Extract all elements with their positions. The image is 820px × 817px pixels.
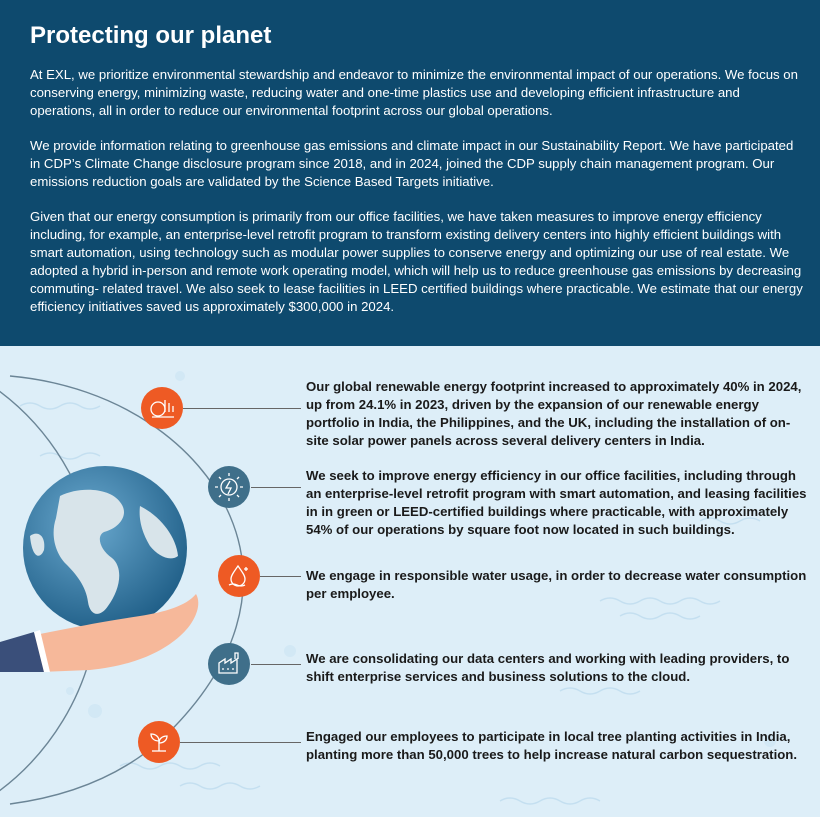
initiative-trees-text: Engaged our employees to participate in local tree planting activities in India, planting more than 50,000 trees to help increase natural carbon sequestration. [306, 729, 798, 762]
connector-line [183, 408, 301, 409]
initiative-cloud-text: We are consolidating our data centers and working with leading providers, to shift enterprise services and business solutions to the cloud. [306, 651, 790, 684]
intro-paragraph: At EXL, we prioritize environmental stewardship and endeavor to minimize the environmental impact of our operations. We focus on conserving energy, minimizing waste, reducing water and one-time plastics use and developing efficient infrastructure and operations, all in order to reduce our environmental footprint across our global operations. [30, 67, 798, 118]
initiative-water-text: We engage in responsible water usage, in order to decrease water consumption per employee. [306, 568, 807, 601]
initiatives-panel [0, 346, 820, 817]
initiative-renewable-text: Our global renewable energy footprint increased to approximately 40% in 2024, up from 24.1% in 2023, driven by the expansion of our renewable energy portfolio in India, the Philippines, and the UK, including the installation of on-site solar power panels across several delivery centers in India. [306, 379, 802, 448]
ghg-paragraph: We provide information relating to greenhouse gas emissions and climate impact in our Sustainability Report. We have participated in CDP’s Climate Change disclosure program since 2018, and in 2024, joined the CDP supply chain management program. Our emissions reduction goals are validated by the Science Based Targets initiative. [30, 138, 794, 189]
factory-icon [208, 643, 250, 685]
initiative-efficiency-text: We seek to improve energy efficiency in our office facilities, including through an enterprise-level retrofit program with smart automation, and leasing facilities in in green or LEED-certified buildings where practicable, with approximately 54% of our operations by square foot now located in such buildings. [306, 468, 807, 537]
water-drop-icon [218, 555, 260, 597]
connector-line [260, 576, 301, 577]
plant-icon [138, 721, 180, 763]
connector-line [180, 742, 301, 743]
page-title: Protecting our planet [30, 22, 272, 49]
connector-line [251, 487, 301, 488]
renewable-energy-icon [141, 387, 183, 429]
energy-paragraph: Given that our energy consumption is primarily from our office facilities, we have taken measures to improve energy efficiency including, for example, an enterprise-level retrofit program to transform existing delivery centers into highly efficient buildings with smart automation, using technology such as modular power supplies to conserve energy and optimizing our use of real estate. We adopted a hybrid in-person and remote work operating model, which will help us to reduce greenhouse gas emissions by decreasing commuting- related travel. We also seek to lease facilities in LEED certified buildings where practicable. We estimate that our energy efficiency initiatives saved us approximately $300,000 in 2024. [30, 209, 803, 314]
energy-efficiency-icon [208, 466, 250, 508]
globe-in-hand-illustration [0, 466, 210, 676]
connector-line [251, 664, 301, 665]
intro-panel [0, 0, 820, 346]
